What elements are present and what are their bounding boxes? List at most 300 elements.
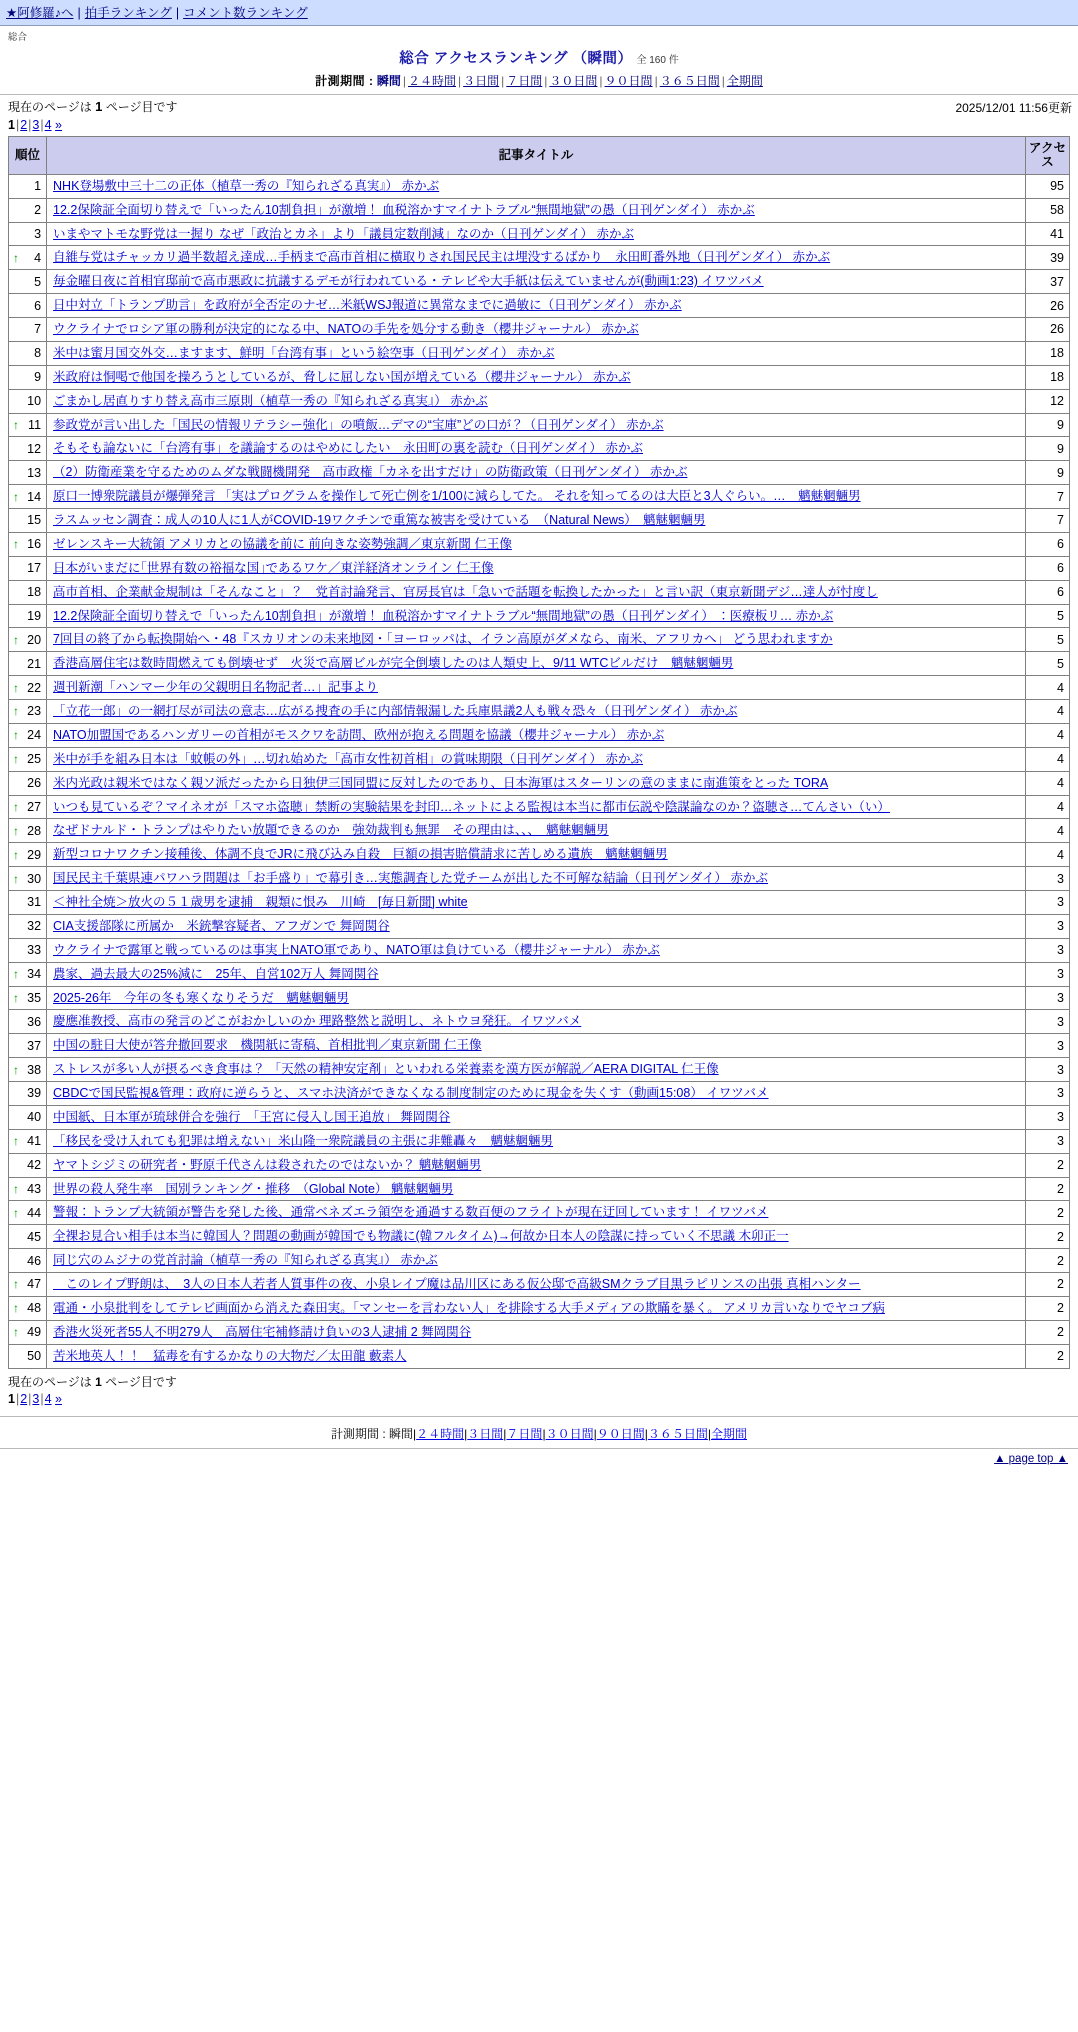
article-title-link[interactable]: ＜神社全焼＞放火の５１歳男を逮捕 親類に恨み 川崎 [毎日新聞] white	[53, 895, 468, 909]
rank-cell	[9, 747, 47, 771]
article-title-cell	[47, 1082, 1026, 1106]
table-row	[9, 461, 1070, 485]
article-title-cell	[47, 700, 1026, 724]
access-count-cell: 3	[1025, 1034, 1069, 1058]
period-option-24h[interactable]: ２４時間	[407, 74, 456, 88]
rank-cell	[9, 365, 47, 389]
access-count-cell: 7	[1025, 509, 1069, 533]
rank-cell	[9, 174, 47, 198]
table-row	[9, 628, 1070, 652]
rank-up-arrow-icon: ↑	[13, 704, 19, 719]
period-option-90d[interactable]: ９０日間	[604, 74, 653, 88]
article-title-link[interactable]: 電通・小泉批判をしてテレビ画面から消えた森田実。「マンセーを言わない人」を排除する大手メディアの欺瞞を暴く。 アメリカ言いなりでヤコブ病	[53, 1300, 885, 1315]
access-count-cell: 4	[1025, 747, 1069, 771]
article-title-link[interactable]: なぜドナルド・トランプはやりたい放題できるのか 強効裁判も無罪 その理由は、、、 魑魅魍魎男	[53, 823, 609, 838]
rank-up-arrow-icon: ↑	[13, 537, 19, 552]
rank-up-arrow-icon: ↑	[13, 990, 19, 1005]
rank-cell	[9, 1082, 47, 1106]
rank-cell	[9, 413, 47, 437]
access-count-cell: 58	[1025, 198, 1069, 222]
rank-number: 49	[27, 1325, 42, 1340]
article-title-link[interactable]: 原口一博衆院議員が爆弾発言 「実はプログラムを操作して死亡例を1/100に減らしてた。 それを知ってるのは大臣と3人ぐらい。… 魑魅魍魎男	[53, 489, 861, 504]
article-title-link[interactable]: ウクライナで露軍と戦っているのは事実上NATO軍であり、NATO軍は負けている（櫻井ジャーナル） 赤かぶ	[53, 942, 660, 957]
rank-cell	[9, 676, 47, 700]
article-title-cell	[47, 1296, 1026, 1320]
period-option-instant[interactable]: 瞬間	[376, 74, 401, 88]
rank-cell	[9, 246, 47, 270]
article-title-cell	[47, 1225, 1026, 1249]
article-title-link[interactable]: 農家、過去最大の25%減に 25年、自営102万人 舞岡関谷	[53, 966, 379, 981]
article-title-link[interactable]: ごまかし居直りすり替え高市三原則（植草一秀の『知られざる真実』） 赤かぶ	[53, 393, 488, 408]
access-count-cell: 18	[1025, 341, 1069, 365]
period-bar-4: |	[544, 74, 548, 88]
article-title-cell	[47, 1153, 1026, 1177]
footer-period-label: 計測期間 :	[330, 1426, 386, 1441]
article-title-link[interactable]: 新型コロナワクチン接種後、体調不良でJRに飛び込み自殺 巨額の損害賠償請求に苦しめる遺族 魑魅魍魎男	[53, 847, 668, 862]
access-count-cell: 4	[1025, 795, 1069, 819]
rank-number: 2	[34, 203, 42, 218]
table-row	[9, 1273, 1070, 1297]
article-title-cell	[47, 461, 1026, 485]
rank-cell	[9, 509, 47, 533]
rank-number: 26	[27, 776, 42, 791]
rank-number: 11	[28, 417, 42, 432]
access-count-cell: 6	[1025, 556, 1069, 580]
period-bar-2: |	[458, 74, 462, 88]
page-link-1[interactable]: 1	[8, 118, 15, 132]
article-title-cell	[47, 365, 1026, 389]
table-row	[9, 1201, 1070, 1225]
page-top-bar	[0, 1448, 1078, 1471]
rank-cell	[9, 938, 47, 962]
article-title-cell	[47, 413, 1026, 437]
article-title-cell	[47, 294, 1026, 318]
article-title-cell	[47, 819, 1026, 843]
rank-number: 14	[27, 489, 42, 504]
rank-number: 17	[27, 561, 42, 576]
table-row	[9, 174, 1070, 198]
article-title-link[interactable]: ストレスが多い人が摂るべき食事は？ 「天然の精神安定剤」といわれる栄養素を漢方医が解説／AERA DIGITAL 仁王像	[53, 1062, 719, 1077]
article-title-link[interactable]: 世界の殺人発生率 国別ランキング・推移 （Global Note） 魑魅魍魎男	[53, 1181, 454, 1196]
article-title-cell	[47, 1129, 1026, 1153]
footer-period-option-instant[interactable]: 瞬間	[389, 1426, 414, 1441]
article-title-cell	[47, 1344, 1026, 1368]
article-title-link[interactable]: 警報：トランプ大統領が警告を発した後、通常ベネズエラ領空を通過する数百便のフライトが現在迂回しています！ イワツバメ	[53, 1205, 769, 1220]
article-title-cell	[47, 676, 1026, 700]
rank-cell	[9, 1105, 47, 1129]
footer-period-option-3d[interactable]: ３日間	[467, 1426, 504, 1441]
period-option-365d[interactable]: ３６５日間	[659, 74, 720, 88]
table-row	[9, 580, 1070, 604]
rank-cell	[9, 318, 47, 342]
rank-number: 50	[27, 1349, 42, 1364]
footer-period-bar-3: |	[503, 1426, 507, 1441]
footer-period-option-7d[interactable]: ７日間	[506, 1426, 543, 1441]
rank-cell	[9, 986, 47, 1010]
article-title-link[interactable]: NHK登場敷中三十二の正体（植草一秀の『知られざる真実』） 赤かぶ	[53, 178, 440, 193]
rank-cell	[9, 891, 47, 915]
current-page-suffix: ページ目です	[105, 100, 178, 114]
footer-period-bar-7: |	[707, 1426, 711, 1441]
status-bar-top	[0, 94, 1078, 116]
article-title-link[interactable]: 週刊新潮「ハンマー少年の父親明日名物記者…」記事より	[53, 680, 379, 695]
footer-page-link-next[interactable]: »	[55, 1391, 62, 1406]
rank-number: 30	[27, 871, 42, 886]
article-title-link[interactable]: 米中が手を組み日本は「蚊帳の外」…切れ始めた「高市女性初首相」の賞味期限（日刊ゲンダイ） 赤かぶ	[53, 751, 644, 766]
rank-up-arrow-icon: ↑	[13, 967, 19, 982]
footer-period-bar-1: |	[413, 1426, 417, 1441]
rank-cell	[9, 1153, 47, 1177]
article-title-link[interactable]: ラスムッセン調査：成人の10人に1人がCOVID-19ワクチンで重篤な被害を受けている （Natural News） 魑魅魍魎男	[53, 513, 706, 527]
article-title-cell	[47, 270, 1026, 294]
article-title-cell	[47, 318, 1026, 342]
rank-cell	[9, 1034, 47, 1058]
table-row	[9, 771, 1070, 795]
article-title-cell	[47, 843, 1026, 867]
article-title-link[interactable]: 「移民を受け入れても犯罪は増えない」米山隆一衆院議員の主張に非難轟々 魑魅魍魎男	[53, 1133, 554, 1148]
rank-up-arrow-icon: ↑	[13, 847, 19, 862]
article-title-link[interactable]: NATO加盟国であるハンガリーの首相がモスクワを訪問、欧州が抱える問題を協議（櫻井ジャーナル） 赤かぶ	[53, 727, 665, 742]
nav-link-home[interactable]: ★阿修羅♪へ	[6, 6, 74, 20]
table-row	[9, 341, 1070, 365]
article-title-cell	[47, 1177, 1026, 1201]
rank-cell	[9, 1225, 47, 1249]
article-title-link[interactable]: 2025-26年 今年の冬も寒くなりそうだ 魑魅魍魎男	[53, 990, 349, 1005]
article-title-link[interactable]: CIA支援部隊に所属か 米銃撃容疑者、アフガンで 舞岡関谷	[53, 918, 390, 933]
article-title-link[interactable]: CBDCで国民監視&管理：政府に逆らうと、スマホ決済ができなくなる制度制定のために現金を失くす（動画15:08） イワツバメ	[53, 1086, 769, 1100]
table-row	[9, 389, 1070, 413]
access-count-cell: 3	[1025, 1129, 1069, 1153]
article-title-link[interactable]: 日本がいまだに｢世界有数の裕福な国｣であるワケ／東洋経済オンライン 仁王像	[53, 560, 494, 575]
article-title-cell	[47, 867, 1026, 891]
article-title-link[interactable]: 7回目の終了から転換開始へ・48『スカリオンの未来地図・「ヨーロッパは、イラン高原がダメなら、南米、アフリカへ」 どう思われますか	[53, 632, 833, 647]
rank-number: 27	[27, 799, 42, 814]
table-row	[9, 365, 1070, 389]
page-bar-1: |	[15, 118, 20, 132]
article-title-link[interactable]: いつも見ているぞ？マイネオが「スマホ盗聴」禁断の実験結果を封印…ネットによる監視は本当に都市伝説や陰謀論なのか？盗聴さ…てんさい（い）	[53, 799, 890, 814]
rank-up-arrow-icon: ↑	[13, 489, 19, 504]
table-row	[9, 1177, 1070, 1201]
rank-number: 43	[27, 1181, 42, 1196]
rank-cell	[9, 1201, 47, 1225]
article-title-cell	[47, 986, 1026, 1010]
footer-current-page-prefix: 現在のページは	[8, 1374, 92, 1389]
rank-number: 39	[27, 1086, 42, 1101]
access-count-cell: 2	[1025, 1177, 1069, 1201]
period-option-all[interactable]: 全期間	[726, 74, 763, 88]
nav-link-comment-ranking[interactable]: コメント数ランキング	[183, 6, 308, 20]
period-option-7d[interactable]: ７日間	[506, 74, 543, 88]
rank-number: 9	[34, 370, 42, 385]
table-row	[9, 962, 1070, 986]
rank-cell	[9, 795, 47, 819]
rank-number: 4	[34, 250, 42, 265]
table-row	[9, 747, 1070, 771]
article-title-link[interactable]: 12.2保険証全面切り替えで「いったん10割負担」が激増！ 血税溶かすマイナトラブル“無間地獄”の愚（日刊ゲンダイ） 赤かぶ	[53, 202, 755, 217]
article-title-cell	[47, 341, 1026, 365]
article-title-link[interactable]: 12.2保険証全面切り替えで「いったん10割負担」が激増！ 血税溶かすマイナトラブル“無間地獄”の愚（日刊ゲンダイ） ：医療板リ… 赤かぶ	[53, 608, 834, 623]
rank-up-arrow-icon: ↑	[13, 1062, 19, 1077]
rank-number: 34	[27, 967, 42, 982]
article-title-link[interactable]: 苦米地英人！！ 猛毒を有するかなりの大物だ／太田龍 藪素人	[53, 1348, 407, 1363]
table-row	[9, 986, 1070, 1010]
rank-number: 18	[27, 585, 42, 600]
article-title-link[interactable]: そもそも論ないに「台湾有事」を議論するのはやめにしたい 永田町の裏を読む（日刊ゲンダイ） 赤かぶ	[53, 441, 644, 456]
article-title-cell	[47, 1034, 1026, 1058]
rank-number: 44	[27, 1205, 42, 1220]
period-selector-top	[0, 69, 1078, 94]
access-count-cell: 6	[1025, 532, 1069, 556]
table-row	[9, 604, 1070, 628]
page-link-2[interactable]: 2	[20, 118, 28, 132]
table-row	[9, 1105, 1070, 1129]
rank-number: 28	[27, 823, 42, 838]
pagination-top	[0, 116, 1078, 136]
table-row	[9, 676, 1070, 700]
access-count-cell: 37	[1025, 270, 1069, 294]
table-row	[9, 437, 1070, 461]
article-title-link[interactable]: 日中対立「トランプ助言」を政府が全否定のナゼ…米紙WSJ報道に異常なまでに過敏に（日刊ゲンダイ） 赤かぶ	[53, 298, 682, 313]
footer-page-link-2[interactable]: 2	[20, 1391, 28, 1406]
rank-cell	[9, 1344, 47, 1368]
pagination-bottom	[0, 1390, 1078, 1410]
rank-number: 13	[27, 465, 42, 480]
footer-page-link-4[interactable]: 4	[44, 1391, 52, 1406]
article-title-link[interactable]: 慶應准教授、高市の発言のどこがおかしいのか 理路整然と説明し、ネトウヨ発狂。イワツバメ	[53, 1014, 582, 1029]
table-row	[9, 270, 1070, 294]
access-count-cell: 5	[1025, 628, 1069, 652]
table-row	[9, 294, 1070, 318]
page-title-block	[0, 45, 1078, 69]
access-count-cell: 2	[1025, 1153, 1069, 1177]
current-page-number: 1	[95, 99, 103, 114]
article-title-link[interactable]: 米中は蜜月国交外交…ますます、鮮明「台湾有事」という絵空事（日刊ゲンダイ） 赤かぶ	[53, 345, 555, 360]
rank-cell	[9, 1058, 47, 1082]
table-row	[9, 1153, 1070, 1177]
footer-period-bar-5: |	[593, 1426, 597, 1441]
rank-number: 46	[27, 1253, 42, 1268]
rank-cell	[9, 962, 47, 986]
rank-cell	[9, 532, 47, 556]
column-header-title: 記事タイトル	[47, 137, 1026, 175]
article-title-cell	[47, 532, 1026, 556]
article-title-link[interactable]: 同じ穴のムジナの党首討論（植草一秀の『知られざる真実』） 赤かぶ	[53, 1253, 438, 1268]
period-bar-3: |	[501, 74, 505, 88]
article-title-link[interactable]: 国民民主千葉県連パワハラ問題は「お手盛り」で幕引き…実態調査した党チームが出した不可解な結論（日刊ゲンダイ） 赤かぶ	[53, 871, 769, 886]
footer-period-bar-4: |	[542, 1426, 546, 1441]
rank-number: 12	[27, 441, 42, 456]
access-count-cell: 3	[1025, 962, 1069, 986]
access-count-cell: 41	[1025, 222, 1069, 246]
article-title-link[interactable]: ウクライナでロシア軍の勝利が決定的になる中、NATOの手先を処分する動き（櫻井ジャーナル） 赤かぶ	[53, 322, 639, 336]
rank-number: 31	[27, 895, 42, 910]
rank-cell	[9, 771, 47, 795]
footer-page-link-1[interactable]: 1	[8, 1391, 15, 1406]
table-row	[9, 198, 1070, 222]
page-link-3[interactable]: 3	[32, 118, 40, 132]
table-row	[9, 843, 1070, 867]
rank-number: 29	[27, 847, 42, 862]
period-option-30d[interactable]: ３０日間	[549, 74, 598, 88]
table-row	[9, 723, 1070, 747]
access-count-cell: 9	[1025, 413, 1069, 437]
access-count-cell: 26	[1025, 318, 1069, 342]
access-count-cell: 2	[1025, 1344, 1069, 1368]
rank-cell	[9, 485, 47, 509]
table-row	[9, 1010, 1070, 1034]
article-title-link[interactable]: 米内光政は親米ではなく親ソ派だったから日独伊三国同盟に反対したのであり、日本海軍はスターリンの意のままに南進策をとった TORA	[53, 775, 829, 790]
breadcrumb: 総合	[8, 32, 28, 43]
page-top-link[interactable]: ▲ page top ▲	[994, 1452, 1068, 1465]
rank-cell	[9, 341, 47, 365]
rank-up-arrow-icon: ↑	[13, 417, 19, 432]
rank-cell	[9, 389, 47, 413]
article-title-link[interactable]: 香港火災死者55人不明279人 高層住宅補修請け負いの3人逮捕 2 舞岡関谷	[53, 1324, 472, 1339]
table-row	[9, 485, 1070, 509]
rank-number: 19	[27, 608, 42, 623]
rank-number: 32	[27, 919, 42, 934]
article-title-link[interactable]: 参政党が言い出した「国民の情報リテラシー強化」の噴飯…デマの“宝庫”どの口が？（日刊ゲンダイ） 赤かぶ	[53, 417, 664, 432]
access-count-cell: 3	[1025, 867, 1069, 891]
rank-number: 37	[27, 1038, 42, 1053]
rank-cell	[9, 556, 47, 580]
article-title-link[interactable]: 高市首相、企業献金規制は「そんなこと」？ 党首討論発言、官房長官は「急いで話題を転換したかった」と言い訳（東京新聞デジ…達人が忖度し	[53, 584, 878, 599]
access-count-cell: 4	[1025, 819, 1069, 843]
article-title-link[interactable]: ヤマトシジミの研究者・野原千代さんは殺されたのではないか？ 魑魅魍魎男	[53, 1157, 482, 1172]
access-count-cell: 95	[1025, 174, 1069, 198]
rank-cell	[9, 1010, 47, 1034]
rank-cell	[9, 867, 47, 891]
table-row	[9, 819, 1070, 843]
rank-number: 22	[27, 680, 42, 695]
table-row	[9, 652, 1070, 676]
rank-number: 21	[27, 656, 42, 671]
rank-number: 47	[27, 1277, 42, 1292]
footer-page-bar-2: |	[28, 1391, 32, 1406]
rank-cell	[9, 628, 47, 652]
article-title-link[interactable]: 中国の駐日大使が答弁撤回要求 機関紙に寄稿、首相批判／東京新聞 仁王像	[53, 1038, 482, 1053]
rank-number: 16	[27, 537, 42, 552]
article-title-cell	[47, 652, 1026, 676]
footer-current-page-number: 1	[95, 1374, 102, 1389]
rank-up-arrow-icon: ↑	[13, 752, 19, 767]
rank-up-arrow-icon: ↑	[13, 1181, 19, 1196]
rank-cell	[9, 1177, 47, 1201]
article-title-link[interactable]: いまやマトモな野党は一握り なぜ「政治とカネ」より「議員定数削減」なのか（日刊ゲンダイ） 赤かぶ	[53, 226, 634, 241]
article-title-link[interactable]: 「立花一郎」の一網打尽が司法の意志…広がる捜査の手に内部情報漏した兵庫県議2人も戦々恐々（日刊ゲンダイ） 赤かぶ	[53, 704, 738, 718]
table-row	[9, 867, 1070, 891]
period-bar-5: |	[599, 74, 603, 88]
article-title-cell	[47, 246, 1026, 270]
article-title-link[interactable]: 中国紙、日本軍が琉球併合を強行 「王宮に侵入し国王追放」 舞岡関谷	[53, 1109, 451, 1124]
footer-period-option-90d[interactable]: ９０日間	[596, 1426, 645, 1441]
rank-cell	[9, 723, 47, 747]
rank-up-arrow-icon: ↑	[13, 871, 19, 886]
article-title-cell	[47, 485, 1026, 509]
article-title-cell	[47, 1201, 1026, 1225]
article-title-link[interactable]: 自維与党はチャッカリ過半数超え達成…手柄まで高市首相に横取りされ国民民主は埋没するばかり 永田町番外地（日刊ゲンダイ） 赤かぶ	[53, 250, 831, 265]
rank-up-arrow-icon: ↑	[13, 799, 19, 814]
period-selector-bottom	[0, 1416, 1078, 1448]
footer-period-option-24h[interactable]: ２４時間	[416, 1426, 465, 1441]
page-link-4[interactable]: 4	[44, 118, 52, 132]
article-title-link[interactable]: 米政府は恫喝で他国を操ろうとしているが、脅しに屈しない国が増えている（櫻井ジャーナル） 赤かぶ	[53, 369, 631, 384]
footer-period-bar-2: |	[464, 1426, 468, 1441]
table-row	[9, 1225, 1070, 1249]
article-title-cell	[47, 198, 1026, 222]
access-count-cell: 3	[1025, 1010, 1069, 1034]
article-title-cell	[47, 628, 1026, 652]
access-count-cell: 9	[1025, 461, 1069, 485]
access-count-cell: 4	[1025, 676, 1069, 700]
table-row	[9, 891, 1070, 915]
period-bar-6: |	[654, 74, 658, 88]
article-title-cell	[47, 222, 1026, 246]
footer-period-option-365d[interactable]: ３６５日間	[647, 1426, 708, 1441]
article-title-cell	[47, 509, 1026, 533]
footer-period-bar-6: |	[644, 1426, 648, 1441]
period-bar-1: |	[402, 74, 406, 88]
table-row	[9, 1034, 1070, 1058]
table-row	[9, 318, 1070, 342]
article-title-link[interactable]: 香港高層住宅は数時間燃えても倒壊せず 火災で高層ビルが完全倒壊したのは人類史上、9/11 WTCビルだけ 魑魅魍魎男	[53, 656, 734, 671]
access-count-cell: 5	[1025, 604, 1069, 628]
access-count-cell: 12	[1025, 389, 1069, 413]
access-count-cell: 4	[1025, 700, 1069, 724]
period-bar-7: |	[721, 74, 725, 88]
access-count-cell: 3	[1025, 914, 1069, 938]
access-count-cell: 9	[1025, 437, 1069, 461]
page-link-next[interactable]: »	[55, 118, 62, 132]
rank-up-arrow-icon: ↑	[13, 250, 19, 265]
access-count-cell: 7	[1025, 485, 1069, 509]
article-title-cell	[47, 174, 1026, 198]
article-title-cell	[47, 771, 1026, 795]
rank-number: 15	[27, 513, 42, 528]
table-row	[9, 532, 1070, 556]
footer-page-link-3[interactable]: 3	[32, 1391, 40, 1406]
rank-number: 8	[34, 346, 42, 361]
footer-page-bar-3: |	[40, 1391, 44, 1406]
article-title-link[interactable]: 毎金曜日夜に首相官邸前で高市悪政に抗議するデモが行われている・テレビや大手紙は伝えていませんが(動画1:23) イワツバメ	[53, 274, 764, 289]
period-option-3d[interactable]: ３日間	[463, 74, 500, 88]
nav-link-clap-ranking[interactable]: 拍手ランキング	[84, 6, 172, 20]
article-title-cell	[47, 723, 1026, 747]
rank-number: 6	[34, 298, 42, 313]
rank-cell	[9, 914, 47, 938]
article-title-link[interactable]: 全裸お見合い相手は本当に韓国人？問題の動画が韓国でも物議に(韓フルタイム)→何故か日本人の陰謀に持っていく不思議 木卯正一	[53, 1229, 789, 1244]
access-count-cell: 2	[1025, 1320, 1069, 1344]
article-title-link[interactable]: このレイプ野朗は、 3人の日本人若者人質事件の夜、小泉レイプ魔は品川区にある仮公邸で高級SMクラブ目黒ラピリンスの出張 真相ハンター	[53, 1277, 861, 1291]
article-title-link[interactable]: ゼレンスキー大統領 アメリカとの協議を前に 前向きな姿勢強調／東京新聞 仁王像	[53, 536, 512, 551]
rank-number: 33	[27, 943, 42, 958]
article-title-link[interactable]: （2）防衛産業を守るためのムダな戦闘機開発 高市政権「カネを出すだけ」の防衛政策（日刊ゲンダイ） 赤かぶ	[53, 465, 688, 480]
rank-number: 40	[27, 1110, 42, 1125]
access-count-cell: 2	[1025, 1273, 1069, 1297]
footer-period-option-all[interactable]: 全期間	[710, 1426, 747, 1441]
nav-separator-1: |	[77, 6, 81, 20]
rank-cell	[9, 1296, 47, 1320]
table-row	[9, 246, 1070, 270]
rank-cell	[9, 1273, 47, 1297]
access-count-cell: 18	[1025, 365, 1069, 389]
article-title-cell	[47, 938, 1026, 962]
access-count-cell: 4	[1025, 723, 1069, 747]
article-title-cell	[47, 1273, 1026, 1297]
access-count-cell: 26	[1025, 294, 1069, 318]
rank-number: 35	[27, 990, 42, 1005]
footer-period-option-30d[interactable]: ３０日間	[545, 1426, 594, 1441]
